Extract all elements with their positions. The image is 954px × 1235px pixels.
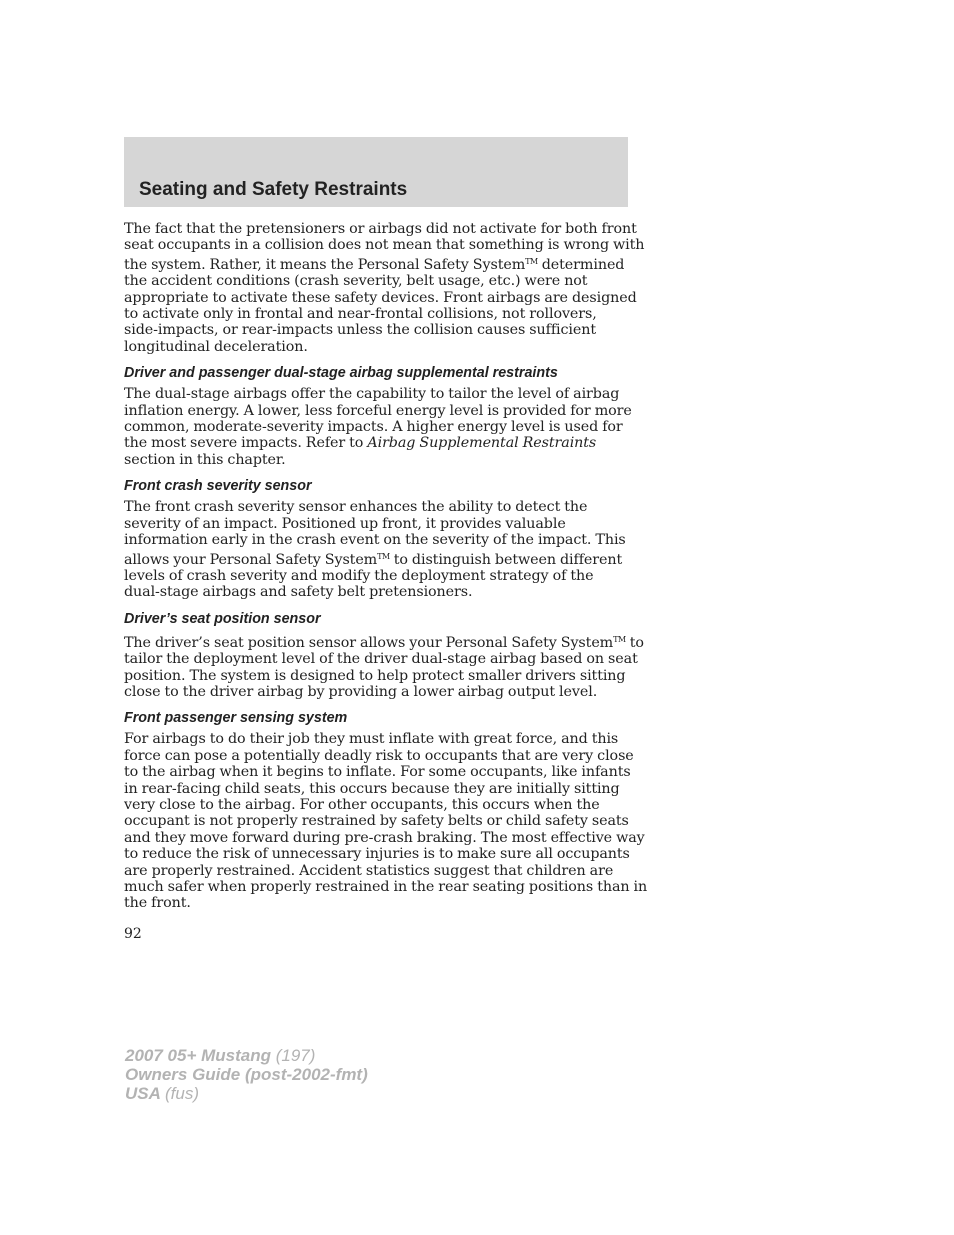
text-line: force can pose a potentially deadly risk to occupants that are very close bbox=[124, 747, 634, 764]
text-line bbox=[124, 549, 634, 568]
text-segment: the system. Rather, it means the Personal Safety System bbox=[124, 256, 526, 273]
footer-line: Owners Guide (post-2002-fmt) bbox=[125, 1065, 368, 1084]
footer-code: (fus) bbox=[165, 1084, 199, 1103]
text-line: The dual-stage airbags offer the capability to tailor the level of airbag bbox=[124, 386, 620, 403]
text-line: longitudinal deceleration. bbox=[124, 338, 308, 355]
text-line: close to the driver airbag by providing a lower airbag output level. bbox=[124, 683, 598, 700]
text-line: occupant is not properly restrained by safety belts or child safety seats bbox=[124, 813, 629, 830]
section-paragraph bbox=[124, 499, 634, 600]
page-content bbox=[124, 221, 648, 912]
trademark-mark: TM bbox=[377, 551, 390, 561]
text-segment: to distinguish between different bbox=[389, 551, 623, 568]
text-segment: to bbox=[625, 634, 644, 651]
text-line: to activate only in frontal and near-frontal collisions, not rollovers, bbox=[124, 306, 597, 323]
section-heading: Front crash severity sensor bbox=[124, 478, 312, 495]
footer-model: 2007 05+ Mustang bbox=[125, 1046, 271, 1065]
text-line: levels of crash severity and modify the deployment strategy of the bbox=[124, 567, 594, 584]
text-line: in rear-facing child seats, this occurs because they are initially sitting bbox=[124, 780, 620, 797]
text-line: position. The system is designed to help protect smaller drivers sitting bbox=[124, 667, 626, 684]
section-paragraph bbox=[124, 386, 634, 468]
text-line: and they move forward during pre-crash braking. The most effective way bbox=[124, 829, 645, 846]
text-line bbox=[124, 632, 644, 651]
text-line: severity of an impact. Positioned up front, it provides valuable bbox=[124, 515, 566, 532]
chapter-header-band bbox=[124, 137, 628, 207]
trademark-mark: TM bbox=[525, 256, 538, 266]
text-line: appropriate to activate these safety devices. Front airbags are designed bbox=[124, 289, 637, 306]
section-paragraph bbox=[124, 731, 648, 912]
text-segment: the most severe impacts. Refer to bbox=[124, 435, 368, 452]
footer-market: USA bbox=[125, 1084, 161, 1103]
text-line: the front. bbox=[124, 895, 191, 912]
intro-paragraph bbox=[124, 221, 645, 355]
text-line: much safer when properly restrained in the rear seating positions than in bbox=[124, 879, 648, 895]
text-line: The front crash severity sensor enhances the ability to detect the bbox=[124, 499, 588, 516]
text-line: information early in the crash event on the severity of the impact. This bbox=[124, 532, 626, 549]
text-line: common, moderate-severity impacts. A higher energy level is used for bbox=[124, 419, 623, 436]
document-footer bbox=[125, 1046, 368, 1103]
footer-line bbox=[125, 1084, 368, 1103]
text-line bbox=[124, 254, 634, 273]
section-paragraph bbox=[124, 632, 644, 701]
text-line: section in this chapter. bbox=[124, 451, 286, 468]
text-line: dual-stage airbags and safety belt pretensioners. bbox=[124, 584, 473, 601]
chapter-title: Seating and Safety Restraints bbox=[139, 179, 408, 200]
text-segment: determined bbox=[537, 256, 625, 273]
page-number: 92 bbox=[124, 926, 142, 942]
text-line: are properly restrained. Accident statistics suggest that children are bbox=[124, 862, 614, 879]
text-line: For airbags to do their job they must inflate with great force, and this bbox=[124, 731, 619, 748]
text-line: to the airbag when it begins to inflate. For some occupants, like infants bbox=[124, 764, 631, 781]
cross-reference: Airbag Supplemental Restraints bbox=[367, 435, 597, 452]
text-line: the accident conditions (crash severity, belt usage, etc.) were not bbox=[124, 273, 588, 290]
text-line: tailor the deployment level of the driver dual-stage airbag based on seat bbox=[124, 651, 638, 668]
text-line: inflation energy. A lower, less forceful energy level is provided for more bbox=[124, 402, 632, 419]
text-line bbox=[124, 435, 634, 451]
section-heading: Front passenger sensing system bbox=[124, 710, 348, 727]
text-line: side-impacts, or rear-impacts unless the collision causes sufficient bbox=[124, 322, 596, 339]
text-line: seat occupants in a collision does not mean that something is wrong with bbox=[124, 237, 645, 254]
trademark-mark: TM bbox=[613, 634, 626, 644]
section-heading: Driver and passenger dual-stage airbag supplemental restraints bbox=[124, 365, 558, 382]
text-line: to reduce the risk of unnecessary injuries is to make sure all occupants bbox=[124, 846, 630, 863]
footer-code: (197) bbox=[275, 1046, 316, 1065]
text-line: The fact that the pretensioners or airbags did not activate for both front bbox=[124, 221, 637, 237]
text-segment: The driver’s seat position sensor allows your Personal Safety System bbox=[124, 634, 614, 651]
section-heading: Driver’s seat position sensor bbox=[124, 610, 321, 627]
footer-line bbox=[125, 1046, 368, 1065]
text-segment: allows your Personal Safety System bbox=[124, 551, 378, 568]
text-line: very close to the airbag. For other occupants, this occurs when the bbox=[124, 796, 600, 813]
